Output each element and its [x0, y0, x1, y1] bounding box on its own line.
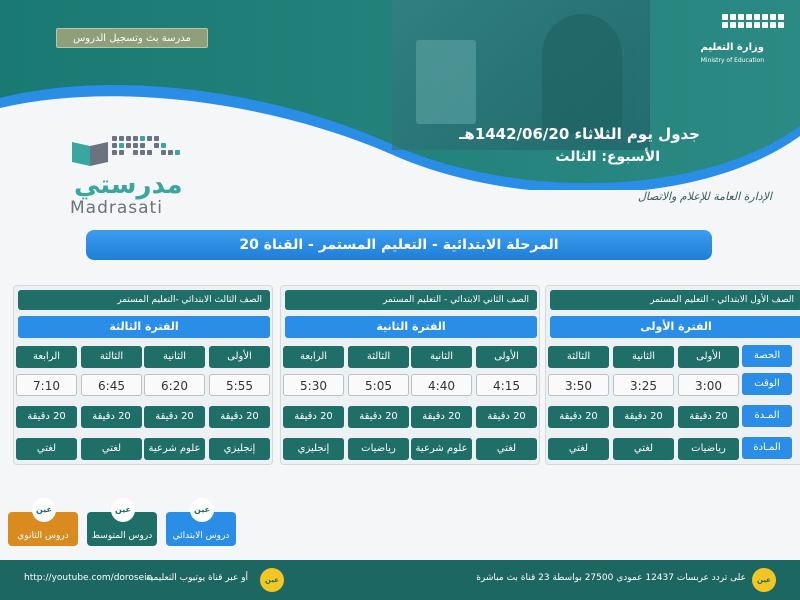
subject-cell: رياضيات	[678, 438, 739, 460]
subject-cell: علوم شرعية	[411, 438, 472, 460]
lesson-cell: الأولى	[678, 346, 739, 368]
subject-cell: رياضيات	[348, 438, 409, 460]
student-silhouette	[542, 14, 622, 134]
satellite-frequency: على تردد عربسات 12437 عمودي 27500 بواسطة 23 قناة بث مباشرة	[476, 573, 746, 583]
primary-lessons-button[interactable]	[166, 505, 236, 546]
grade-title: الصف الثاني الابتدائي - التعليم المستمر	[285, 290, 537, 310]
ministry-dots-icon	[722, 14, 784, 28]
lesson-cell: الثانية	[411, 346, 472, 368]
logo-text-ar: مدرستي	[74, 170, 183, 200]
subject-cell: لغتي	[548, 438, 609, 460]
lesson-cell: الثالثة	[348, 346, 409, 368]
ein-badge-icon: عين	[32, 498, 56, 522]
duration-cell: 20 دقيقة	[144, 406, 205, 428]
ein-badge-icon: عين	[190, 498, 214, 522]
time-cell: 5:30	[283, 374, 344, 396]
time-cell: 3:50	[548, 374, 609, 396]
ein-badge-icon: عين	[111, 498, 135, 522]
row-label-subject: المـادة	[742, 437, 792, 459]
schedule-panel-grade-3	[13, 285, 273, 465]
row-label-duration: المـدة	[742, 405, 792, 427]
stage-banner: المرحلة الابتدائية - التعليم المستمر - القناة 20	[86, 230, 712, 260]
schedule-panel-grade-2	[280, 285, 540, 465]
duration-cell: 20 دقيقة	[348, 406, 409, 428]
time-cell: 4:15	[476, 374, 537, 396]
ein-channel-icon: عين	[752, 568, 776, 592]
school-badge: مدرسة بث وتسجيل الدروس	[56, 28, 208, 48]
duration-cell: 20 دقيقة	[283, 406, 344, 428]
time-cell: 7:10	[16, 374, 77, 396]
duration-cell: 20 دقيقة	[81, 406, 142, 428]
subject-cell: لغتي	[81, 438, 142, 460]
lesson-cell: الثانية	[613, 346, 674, 368]
laptop-screen	[416, 40, 476, 124]
youtube-link[interactable]: http://youtube.com/dorosein	[24, 573, 153, 583]
footer-bar	[0, 560, 800, 600]
lesson-cell: الأولى	[476, 346, 537, 368]
duration-cell: 20 دقيقة	[476, 406, 537, 428]
duration-cell: 20 دقيقة	[16, 406, 77, 428]
secondary-lessons-button[interactable]	[8, 505, 78, 546]
grade-title: الصف الأول الابتدائي - التعليم المستمر	[550, 290, 800, 310]
lesson-cell: الثانية	[144, 346, 205, 368]
intermediate-lessons-button[interactable]	[87, 505, 157, 546]
madrasati-logo	[70, 134, 210, 218]
lesson-cell: الثالثة	[81, 346, 142, 368]
time-cell: 6:45	[81, 374, 142, 396]
schedule-date: جدول يوم الثلاثاء 1442/06/20هـ	[459, 125, 700, 143]
duration-cell: 20 دقيقة	[209, 406, 270, 428]
duration-cell: 20 دقيقة	[613, 406, 674, 428]
button-label: دروس الابتدائي	[172, 531, 230, 541]
ministry-name-en: Ministry of Education	[700, 57, 764, 64]
ein-youtube-icon: عين	[260, 568, 284, 592]
subject-cell: إنجليزي	[283, 438, 344, 460]
admin-calligraphy-logo: الإدارة العامة للإعلام والاتصال	[637, 190, 772, 203]
time-cell: 6:20	[144, 374, 205, 396]
subject-cell: لغتي	[16, 438, 77, 460]
schedule-week: الأسبوع: الثالث	[555, 149, 660, 165]
duration-cell: 20 دقيقة	[411, 406, 472, 428]
book-pixel-logo-icon	[70, 138, 110, 168]
ministry-logo	[684, 14, 784, 64]
grade-title: الصف الثالث الابتدائي -التعليم المستمر	[18, 290, 270, 310]
lesson-cell: الأولى	[209, 346, 270, 368]
pixel-pattern-icon	[112, 136, 180, 155]
subject-cell: لغتي	[613, 438, 674, 460]
youtube-text: أو عبر قناة يوتيوب التعليمية	[146, 573, 249, 583]
row-label-lesson: الحصة	[742, 345, 792, 367]
subject-cell: لغتي	[476, 438, 537, 460]
ministry-name-ar: وزارة التعليم	[700, 42, 764, 53]
time-cell: 4:40	[411, 374, 472, 396]
lesson-cell: الرابعة	[283, 346, 344, 368]
row-label-time: الوقت	[742, 373, 792, 395]
duration-cell: 20 دقيقة	[678, 406, 739, 428]
period-title: الفترة الثانية	[285, 316, 537, 338]
lesson-cell: الرابعة	[16, 346, 77, 368]
time-cell: 5:55	[209, 374, 270, 396]
lesson-cell: الثالثة	[548, 346, 609, 368]
time-cell: 3:00	[678, 374, 739, 396]
time-cell: 3:25	[613, 374, 674, 396]
period-title: الفترة الثالثة	[18, 316, 270, 338]
time-cell: 5:05	[348, 374, 409, 396]
subject-cell: علوم شرعية	[144, 438, 205, 460]
period-title: الفترة الأولى	[550, 316, 800, 338]
duration-cell: 20 دقيقة	[548, 406, 609, 428]
subject-cell: إنجليزي	[209, 438, 270, 460]
button-label: دروس الثانوي	[17, 531, 69, 541]
button-label: دروس المتوسط	[91, 531, 153, 541]
logo-text-en: Madrasati	[70, 198, 163, 218]
